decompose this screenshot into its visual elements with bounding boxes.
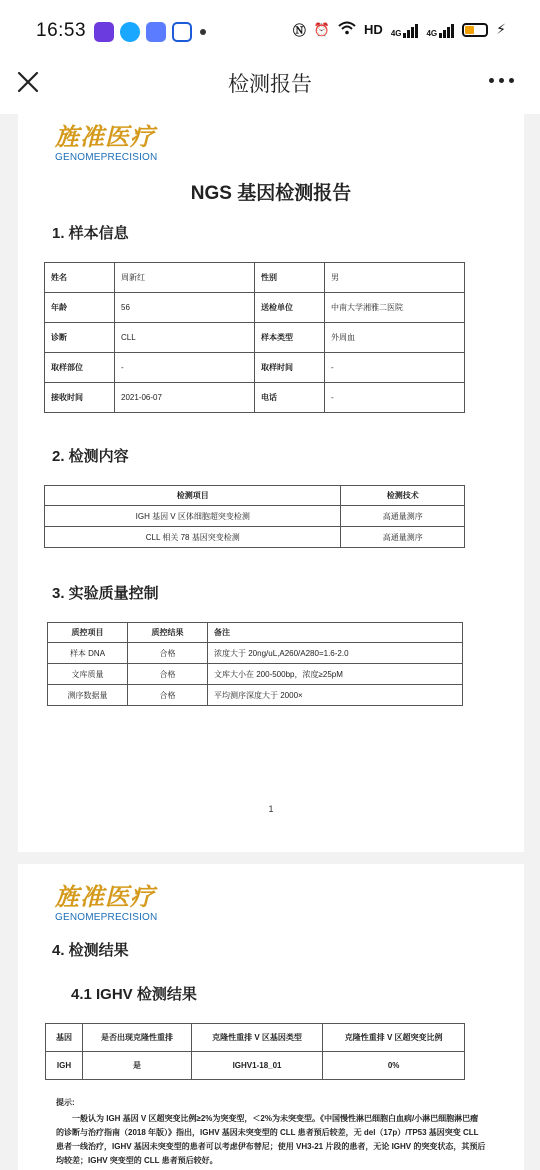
status-bar — [0, 0, 540, 64]
table-cell: 姓名 — [45, 263, 115, 293]
table-cell: 2021-06-07 — [115, 383, 255, 413]
table-cell: 合格 — [128, 664, 208, 685]
table-cell: 高通量测序 — [341, 506, 465, 527]
test-content-table: 检测项目 检测技术 IGH 基因 V 区体细胞超突变检测 高通量测序 CLL 相关 78 基因突变检测 高通量测序 — [44, 485, 465, 548]
qc-table: 质控项目 质控结果 备注 样本 DNA 合格 浓度大于 20ng/uL,A260/A280=1.6-2.0 文库质量 合格 文库大小在 200-500bp，浓度≥25pM 测序数据量 合格 平均测序深度大于 2000× — [47, 622, 463, 706]
section-test-content: 2. 检测内容 — [52, 448, 129, 465]
table-cell: 诊断 — [45, 323, 115, 353]
table-cell: 年龄 — [45, 293, 115, 323]
table-cell: 中南大学湘雅二医院 — [325, 293, 465, 323]
more-notifications-dot — [200, 29, 206, 35]
table-cell: 取样时间 — [255, 353, 325, 383]
document-viewer[interactable] — [0, 114, 540, 1170]
table-row — [48, 664, 463, 685]
status-time: 16:53 — [36, 20, 87, 41]
app-topbar — [0, 64, 540, 114]
table-cell: 合格 — [128, 643, 208, 664]
table-row — [45, 383, 465, 413]
table-cell: IGH — [46, 1052, 83, 1080]
scrollbar[interactable] — [525, 228, 530, 318]
notification-icons — [94, 22, 206, 42]
table-cell: - — [115, 353, 255, 383]
section-ighv: 4.1 IGHV 检测结果 — [71, 986, 197, 1003]
table-cell: 是 — [83, 1052, 192, 1080]
page-number: 1 — [268, 804, 274, 814]
section-results: 4. 检测结果 — [52, 942, 129, 959]
table-cell: - — [325, 353, 465, 383]
more-dot-icon — [489, 78, 494, 83]
table-cell: 周新红 — [115, 263, 255, 293]
ighv-table: 基因 是否出现克隆性重排 克隆性重排 V 区基因类型 克隆性重排 V 区超突变比例 IGH 是 IGHV1-18_01 0% — [45, 1023, 465, 1080]
table-cell: 浓度大于 20ng/uL,A260/A280=1.6-2.0 — [208, 643, 463, 664]
report-page-2 — [18, 864, 524, 1170]
table-row — [48, 685, 463, 706]
alarm-icon: ⏰ — [313, 21, 331, 37]
table-row — [45, 506, 465, 527]
table-cell: 高通量测序 — [341, 527, 465, 548]
report-note: 提示: 一般认为 IGH 基因 V 区超突变比例≥2%为突变型，＜2%为未突变型。《中国慢性淋巴细胞白血病/小淋巴细胞淋巴瘤的诊断与治疗指南（2018 年版）》指出，IGHV 基因未突变型的 CLL 患者预后较差，无 del（17p）/TP53 基因突变 CLL 患者一线治疗，IGHV 基因未突变型的患者可以考虑伊布替尼；使用 VH3-21 片段的患者，无论 IGHV 的突变状态，其预后均较差；IGHV 突变型的 CLL 患者预后较好。 — [56, 1098, 486, 1165]
table-row — [46, 1052, 465, 1080]
signal-bars-icon — [403, 22, 418, 38]
system-icons — [293, 20, 506, 39]
table-cell: 性别 — [255, 263, 325, 293]
wifi-icon — [338, 21, 356, 38]
table-row — [45, 293, 465, 323]
table-cell: CLL 相关 78 基因突变检测 — [45, 527, 341, 548]
report-page-1 — [18, 114, 524, 852]
section-qc: 3. 实验质量控制 — [52, 585, 159, 602]
note-app-icon — [146, 22, 166, 42]
table-cell: - — [325, 383, 465, 413]
table-row — [45, 527, 465, 548]
section-sample-info: 1. 样本信息 — [52, 225, 129, 242]
table-row — [45, 353, 465, 383]
charging-icon: ⚡ — [496, 21, 506, 37]
table-cell: 文库大小在 200-500bp，浓度≥25pM — [208, 664, 463, 685]
table-cell: 测序数据量 — [48, 685, 128, 706]
table-cell: 样本 DNA — [48, 643, 128, 664]
battery-icon — [462, 23, 488, 37]
table-row — [45, 323, 465, 353]
table-row — [48, 643, 463, 664]
table-cell: 接收时间 — [45, 383, 115, 413]
table-cell: 文库质量 — [48, 664, 128, 685]
nfc-icon: Ⓝ — [292, 23, 306, 38]
table-cell: 取样部位 — [45, 353, 115, 383]
sample-info-table — [44, 262, 465, 413]
table-cell: CLL — [115, 323, 255, 353]
qq-app-icon — [120, 22, 140, 42]
report-title: NGS 基因检测报告 — [190, 183, 352, 204]
table-cell: 外周血 — [325, 323, 465, 353]
table-cell: 平均测序深度大于 2000× — [208, 685, 463, 706]
more-dot-icon — [509, 78, 514, 83]
table-cell: 男 — [325, 263, 465, 293]
page-title: 检测报告 — [228, 73, 312, 96]
table-cell: 0% — [323, 1052, 465, 1080]
table-cell: IGH 基因 V 区体细胞超突变检测 — [45, 506, 341, 527]
hd-label: HD — [364, 22, 383, 37]
signal-1: 4G — [391, 22, 419, 38]
more-dot-icon — [499, 78, 504, 83]
more-options-button[interactable] — [489, 78, 514, 83]
video-app-icon — [94, 22, 114, 42]
table-cell: 送检单位 — [255, 293, 325, 323]
table-cell: 56 — [115, 293, 255, 323]
table-cell: IGHV1-18_01 — [191, 1052, 322, 1080]
signal-2: 4G — [426, 22, 454, 38]
table-cell: 合格 — [128, 685, 208, 706]
signal-bars-icon — [439, 22, 454, 38]
browser-app-icon — [172, 22, 192, 42]
table-row — [45, 263, 465, 293]
table-cell: 电话 — [255, 383, 325, 413]
company-logo: 旌准医疗 GENOMEPRECISION — [55, 884, 158, 923]
table-cell: 样本类型 — [255, 323, 325, 353]
company-logo: 旌准医疗 GENOMEPRECISION — [55, 124, 158, 163]
